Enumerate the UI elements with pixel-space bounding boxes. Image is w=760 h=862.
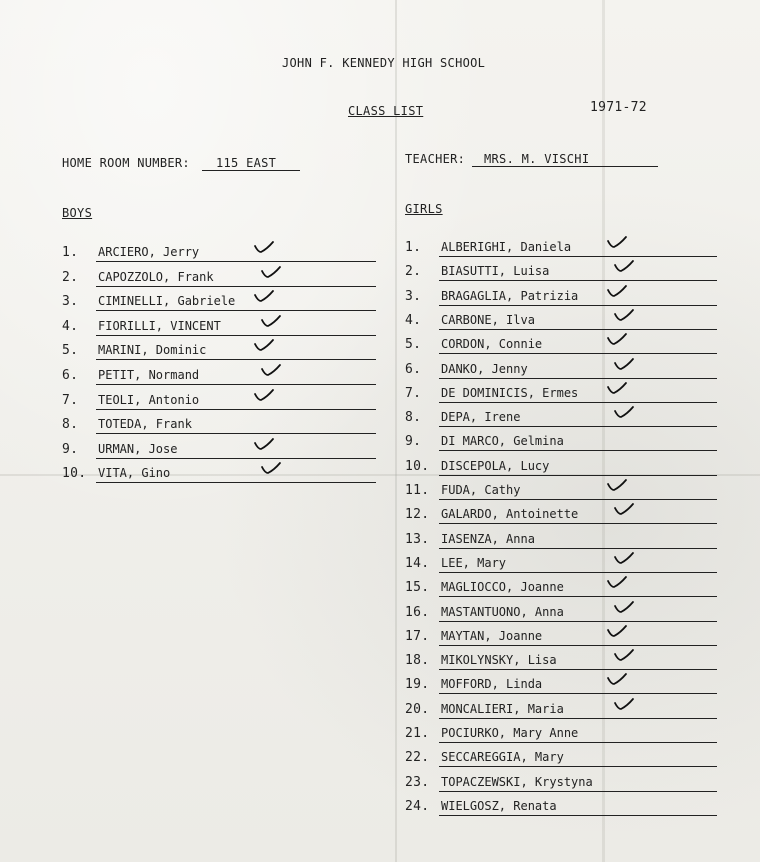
student-name: BIASUTTI, Luisa bbox=[441, 264, 550, 279]
name-underline bbox=[439, 289, 717, 306]
homeroom-label: HOME ROOM NUMBER: bbox=[62, 156, 190, 170]
check-mark-icon bbox=[253, 337, 275, 353]
name-underline bbox=[439, 434, 717, 451]
name-underline bbox=[96, 294, 376, 311]
student-name: DANKO, Jenny bbox=[441, 361, 528, 376]
student-name: FIORILLI, VINCENT bbox=[98, 318, 221, 333]
student-row bbox=[405, 410, 717, 428]
check-mark-icon bbox=[613, 696, 635, 712]
name-underline bbox=[439, 605, 717, 622]
student-number: 2. bbox=[405, 264, 422, 280]
girls-heading: GIRLS bbox=[405, 202, 443, 216]
check-mark-icon bbox=[253, 239, 275, 255]
student-number: 11. bbox=[405, 483, 430, 498]
name-underline bbox=[439, 556, 717, 573]
name-underline bbox=[439, 532, 717, 549]
student-name: GALARDO, Antoinette bbox=[441, 507, 579, 522]
student-name: CAPOZZOLO, Frank bbox=[98, 269, 214, 284]
student-row bbox=[62, 245, 376, 263]
name-underline bbox=[439, 726, 717, 743]
student-name: MOFFORD, Linda bbox=[441, 677, 543, 692]
student-number: 13. bbox=[405, 531, 430, 547]
student-number: 6. bbox=[62, 368, 79, 383]
student-name: SECCAREGGIA, Mary bbox=[441, 750, 564, 765]
student-name: URMAN, Jose bbox=[98, 441, 178, 456]
teacher-value: MRS. M. VISCHI bbox=[472, 152, 658, 167]
student-name: DISCEPOLA, Lucy bbox=[441, 458, 550, 473]
check-mark-icon bbox=[253, 288, 275, 304]
check-mark-icon bbox=[606, 477, 628, 493]
student-number: 8. bbox=[405, 410, 422, 426]
student-row bbox=[62, 270, 376, 288]
check-mark-icon bbox=[606, 623, 628, 639]
check-mark-icon bbox=[613, 307, 635, 323]
check-mark-icon bbox=[613, 501, 635, 517]
student-row bbox=[62, 368, 376, 386]
check-mark-icon bbox=[606, 283, 628, 299]
student-number: 1. bbox=[405, 240, 422, 255]
student-number: 20. bbox=[405, 701, 430, 717]
student-number: 18. bbox=[405, 653, 430, 669]
student-name: POCIURKO, Mary Anne bbox=[441, 726, 579, 740]
student-row bbox=[405, 775, 717, 793]
student-number: 10. bbox=[62, 466, 87, 482]
check-mark-icon bbox=[606, 671, 628, 687]
student-name: MAGLIOCCO, Joanne bbox=[441, 580, 564, 595]
student-name: ALBERIGHI, Daniela bbox=[441, 240, 572, 254]
student-name: DE DOMINICIS, Ermes bbox=[441, 385, 579, 400]
student-number: 22. bbox=[405, 750, 430, 766]
student-number: 7. bbox=[405, 385, 422, 401]
name-underline bbox=[439, 264, 717, 281]
name-underline bbox=[439, 702, 717, 719]
student-number: 10. bbox=[405, 458, 430, 474]
student-row bbox=[405, 799, 717, 817]
name-underline bbox=[439, 410, 717, 427]
student-row bbox=[405, 726, 717, 744]
student-row bbox=[62, 343, 376, 361]
name-underline bbox=[439, 337, 717, 354]
student-name: MONCALIERI, Maria bbox=[441, 701, 564, 716]
student-name: TOTEDA, Frank bbox=[98, 417, 192, 432]
check-mark-icon bbox=[260, 362, 282, 378]
student-row bbox=[405, 629, 717, 647]
name-underline bbox=[439, 240, 717, 257]
student-number: 1. bbox=[62, 245, 79, 260]
student-number: 23. bbox=[405, 774, 430, 790]
teacher-label: TEACHER: bbox=[405, 152, 466, 166]
name-underline bbox=[439, 507, 717, 524]
check-mark-icon bbox=[613, 404, 635, 420]
student-name: TEOLI, Antonio bbox=[98, 392, 200, 407]
student-row bbox=[405, 580, 717, 598]
boys-heading: BOYS bbox=[62, 206, 93, 220]
student-name: MIKOLYNSKY, Lisa bbox=[441, 653, 557, 668]
student-row bbox=[62, 442, 376, 460]
student-number: 9. bbox=[62, 441, 79, 457]
student-row bbox=[62, 319, 376, 337]
check-mark-icon bbox=[260, 264, 282, 280]
student-number: 2. bbox=[62, 269, 79, 285]
name-underline bbox=[96, 245, 376, 262]
student-number: 7. bbox=[62, 392, 79, 408]
student-name: PETIT, Normand bbox=[98, 368, 200, 382]
check-mark-icon bbox=[606, 234, 628, 250]
check-mark-icon bbox=[606, 380, 628, 396]
student-number: 4. bbox=[62, 318, 79, 334]
check-mark-icon bbox=[253, 387, 275, 403]
student-name: BRAGAGLIA, Patrizia bbox=[441, 288, 579, 303]
paper-fold-vertical bbox=[395, 0, 397, 862]
student-row bbox=[405, 750, 717, 768]
student-name: FUDA, Cathy bbox=[441, 483, 521, 497]
name-underline bbox=[439, 362, 717, 379]
student-number: 14. bbox=[405, 555, 430, 571]
student-number: 21. bbox=[405, 726, 430, 741]
document-title: CLASS LIST bbox=[348, 104, 424, 118]
student-number: 5. bbox=[405, 337, 422, 353]
name-underline bbox=[439, 386, 717, 403]
check-mark-icon bbox=[606, 331, 628, 347]
name-underline bbox=[439, 459, 717, 476]
student-row bbox=[405, 532, 717, 550]
check-mark-icon bbox=[613, 599, 635, 615]
homeroom-value: 115 EAST bbox=[202, 156, 300, 171]
student-row bbox=[405, 483, 717, 501]
student-row bbox=[405, 702, 717, 720]
student-number: 15. bbox=[405, 580, 430, 596]
school-year: 1971-72 bbox=[590, 100, 647, 115]
student-name: TOPACZEWSKI, Krystyna bbox=[441, 774, 593, 789]
student-row bbox=[405, 337, 717, 355]
student-row bbox=[62, 393, 376, 411]
student-row bbox=[405, 264, 717, 282]
name-underline bbox=[96, 368, 376, 385]
name-underline bbox=[439, 677, 717, 694]
student-row bbox=[405, 362, 717, 380]
student-number: 4. bbox=[405, 312, 422, 328]
name-underline bbox=[439, 483, 717, 500]
name-underline bbox=[439, 775, 717, 792]
student-name: WIELGOSZ, Renata bbox=[441, 798, 557, 813]
name-underline bbox=[96, 466, 376, 483]
student-name: DEPA, Irene bbox=[441, 410, 521, 425]
student-row bbox=[405, 289, 717, 307]
check-mark-icon bbox=[613, 356, 635, 372]
student-row bbox=[405, 386, 717, 404]
check-mark-icon bbox=[613, 258, 635, 274]
student-row bbox=[405, 240, 717, 258]
student-number: 16. bbox=[405, 604, 430, 620]
student-number: 12. bbox=[405, 507, 430, 523]
school-name: JOHN F. KENNEDY HIGH SCHOOL bbox=[282, 56, 486, 70]
student-row bbox=[405, 605, 717, 623]
check-mark-icon bbox=[260, 313, 282, 329]
student-name: ARCIERO, Jerry bbox=[98, 245, 200, 259]
name-underline bbox=[96, 417, 376, 434]
student-name: CORDON, Connie bbox=[441, 337, 543, 352]
name-underline bbox=[439, 750, 717, 767]
student-row bbox=[405, 459, 717, 477]
name-underline bbox=[439, 629, 717, 646]
student-row bbox=[62, 294, 376, 312]
name-underline bbox=[439, 653, 717, 670]
check-mark-icon bbox=[613, 647, 635, 663]
student-number: 9. bbox=[405, 434, 422, 450]
name-underline bbox=[96, 270, 376, 287]
student-name: IASENZA, Anna bbox=[441, 531, 535, 546]
student-row bbox=[405, 507, 717, 525]
student-name: MASTANTUONO, Anna bbox=[441, 604, 564, 619]
student-number: 3. bbox=[405, 288, 422, 304]
student-row bbox=[405, 313, 717, 331]
name-underline bbox=[439, 580, 717, 597]
student-number: 19. bbox=[405, 677, 430, 693]
student-name: MAYTAN, Joanne bbox=[441, 628, 543, 643]
student-number: 3. bbox=[62, 294, 79, 310]
student-number: 24. bbox=[405, 798, 430, 814]
name-underline bbox=[96, 319, 376, 336]
check-mark-icon bbox=[253, 436, 275, 452]
name-underline bbox=[439, 313, 717, 330]
student-name: MARINI, Dominic bbox=[98, 343, 207, 358]
student-name: CIMINELLI, Gabriele bbox=[98, 294, 236, 309]
student-name: CARBONE, Ilva bbox=[441, 312, 535, 327]
student-number: 8. bbox=[62, 417, 79, 433]
name-underline bbox=[96, 442, 376, 459]
student-number: 6. bbox=[405, 361, 422, 377]
name-underline bbox=[439, 799, 717, 816]
student-name: VITA, Gino bbox=[98, 466, 171, 481]
name-underline bbox=[96, 393, 376, 410]
student-number: 5. bbox=[62, 343, 79, 359]
student-name: LEE, Mary bbox=[441, 555, 507, 570]
name-underline bbox=[96, 343, 376, 360]
check-mark-icon bbox=[260, 460, 282, 476]
student-row bbox=[405, 434, 717, 452]
check-mark-icon bbox=[613, 550, 635, 566]
student-name: DI MARCO, Gelmina bbox=[441, 434, 564, 449]
student-number: 17. bbox=[405, 628, 430, 644]
student-row bbox=[62, 417, 376, 435]
student-row bbox=[405, 653, 717, 671]
student-row bbox=[62, 466, 376, 484]
student-row bbox=[405, 556, 717, 574]
check-mark-icon bbox=[606, 574, 628, 590]
student-row bbox=[405, 677, 717, 695]
